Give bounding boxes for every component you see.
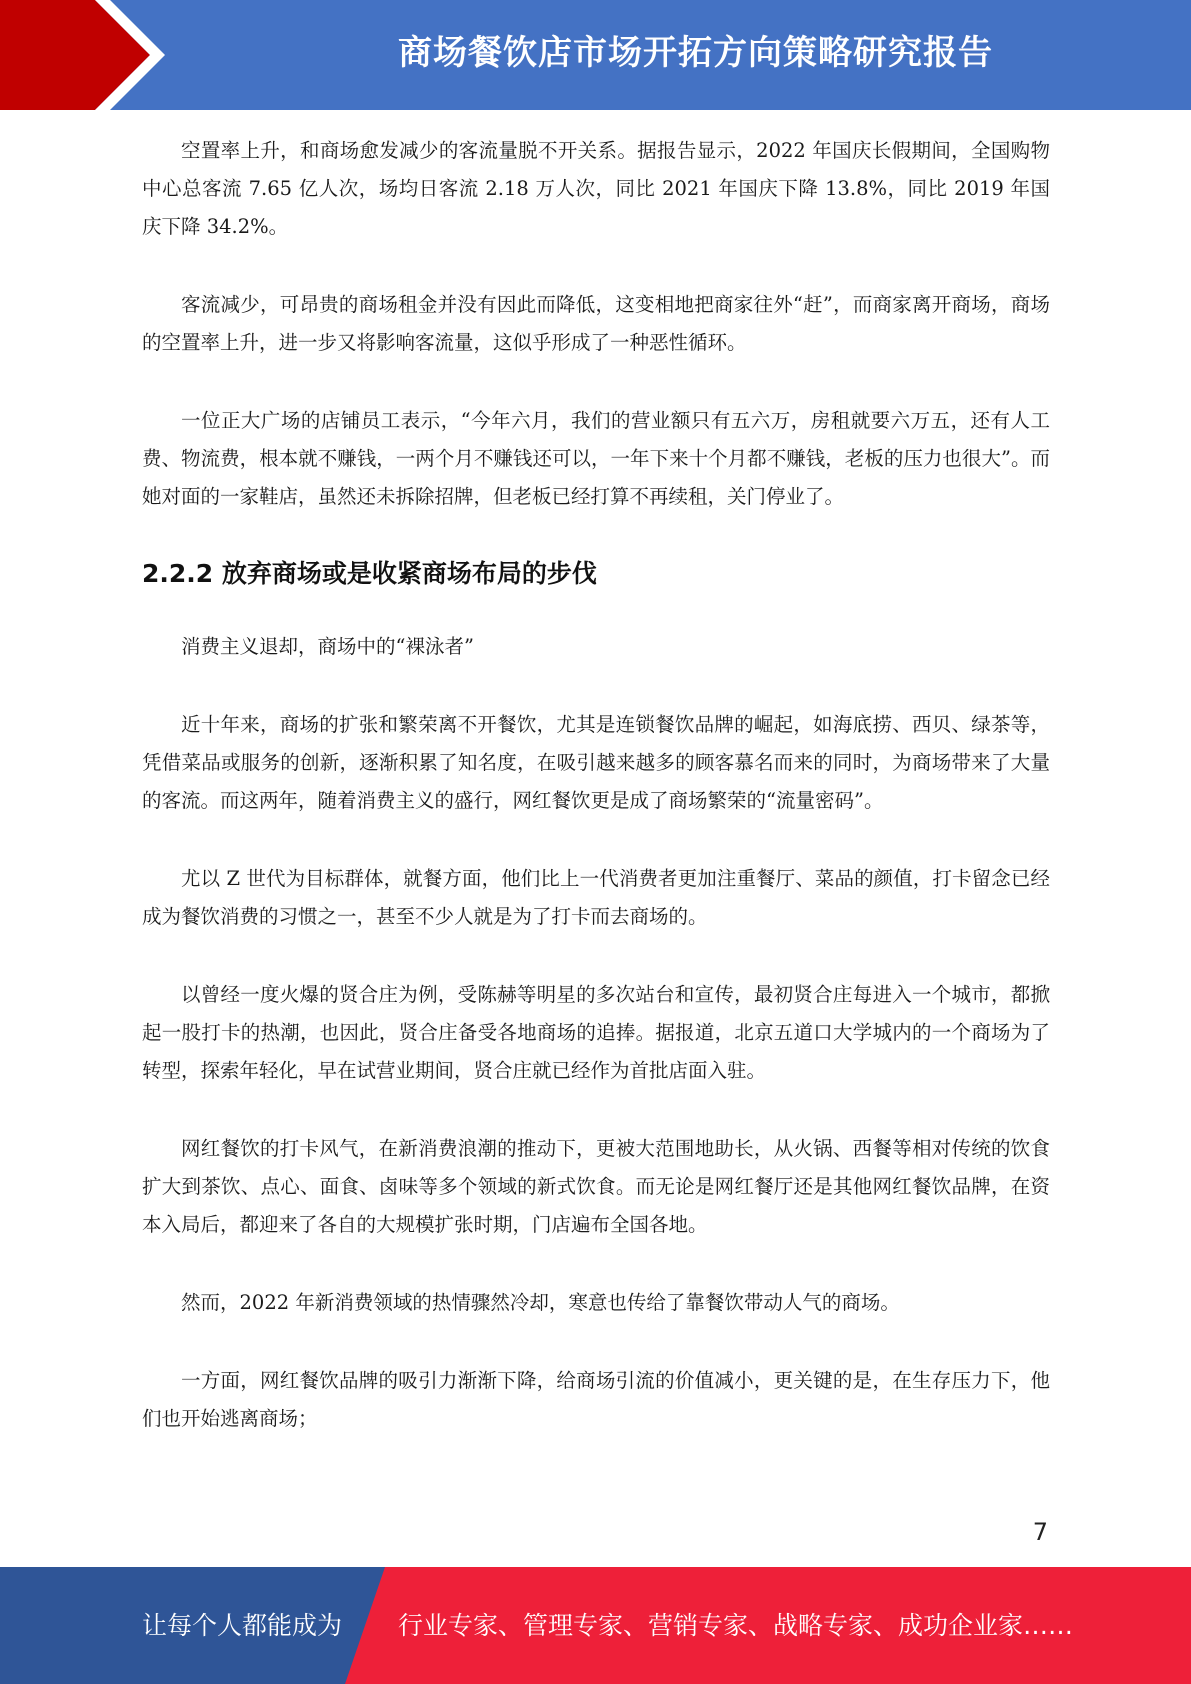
page-number: 7 bbox=[1032, 1518, 1048, 1546]
body-paragraph: 客流减少，可昂贵的商场租金并没有因此而降低，这变相地把商家往外“赶”，而商家离开商场，商场的空置率上升，进一步又将影响客流量，这似乎形成了一种恶性循环。 bbox=[142, 293, 1050, 354]
body-paragraph: 近十年来，商场的扩张和繁荣离不开餐饮，尤其是连锁餐饮品牌的崛起，如海底捞、西贝、绿茶等，凭借菜品或服务的创新，逐渐积累了知名度，在吸引越来越多的顾客慕名而来的同时，为商场带来了大量的客流。而这两年，随着消费主义的盛行，网红餐饮更是成了商场繁荣的“流量密码”。 bbox=[142, 713, 1050, 812]
body-paragraph: 一位正大广场的店铺员工表示，“今年六月，我们的营业额只有五六万，房租就要六万五，还有人工费、物流费，根本就不赚钱，一两个月不赚钱还可以，一年下来十个月都不赚钱，老板的压力也很大”。而她对面的一家鞋店，虽然还未拆除招牌，但老板已经打算不再续租，关门停业了。 bbox=[142, 409, 1050, 508]
footer-slogan-right: 行业专家、管理专家、营销专家、战略专家、成功企业家…… bbox=[398, 1611, 1074, 1640]
body-paragraph: 空置率上升，和商场愈发减少的客流量脱不开关系。据报告显示，2022 年国庆长假期间，全国购物中心总客流 7.65 亿人次，场均日客流 2.18 万人次，同比 2021 年国庆下降 13.8%，同比 2019 年国庆下降 34.2%。 bbox=[142, 139, 1050, 238]
body-paragraph: 以曾经一度火爆的贤合庄为例，受陈赫等明星的多次站台和宣传，最初贤合庄每进入一个城市，都掀起一股打卡的热潮，也因此，贤合庄备受各地商场的追捧。据报道，北京五道口大学城内的一个商场为了转型，探索年轻化，早在试营业期间，贤合庄就已经作为首批店面入驻。 bbox=[142, 983, 1050, 1082]
body-paragraph: 一方面，网红餐饮品牌的吸引力渐渐下降，给商场引流的价值减小，更关键的是，在生存压力下，他们也开始逃离商场； bbox=[142, 1369, 1050, 1430]
page-header bbox=[0, 0, 1191, 110]
body-paragraph: 尤以 Z 世代为目标群体，就餐方面，他们比上一代消费者更加注重餐厅、菜品的颜值，打卡留念已经成为餐饮消费的习惯之一，甚至不少人就是为了打卡而去商场的。 bbox=[142, 867, 1050, 928]
body-paragraph: 消费主义退却，商场中的“裸泳者” bbox=[181, 635, 474, 658]
page-footer bbox=[0, 1567, 1191, 1684]
document-body bbox=[142, 132, 1050, 1478]
footer-slogan-left: 让每个人都能成为 bbox=[142, 1611, 343, 1640]
section-heading: 2.2.2 放弃商场或是收紧商场布局的步伐 bbox=[142, 559, 597, 588]
body-paragraph: 然而，2022 年新消费领域的热情骤然冷却，寒意也传给了靠餐饮带动人气的商场。 bbox=[181, 1291, 900, 1314]
body-paragraph: 网红餐饮的打卡风气，在新消费浪潮的推动下，更被大范围地助长，从火锅、西餐等相对传统的饮食扩大到茶饮、点心、面食、卤味等多个领域的新式饮食。而无论是网红餐厅还是其他网红餐饮品牌，在资本入局后，都迎来了各自的大规模扩张时期，门店遍布全国各地。 bbox=[142, 1137, 1050, 1236]
report-title: 商场餐饮店市场开拓方向策略研究报告 bbox=[398, 33, 993, 73]
